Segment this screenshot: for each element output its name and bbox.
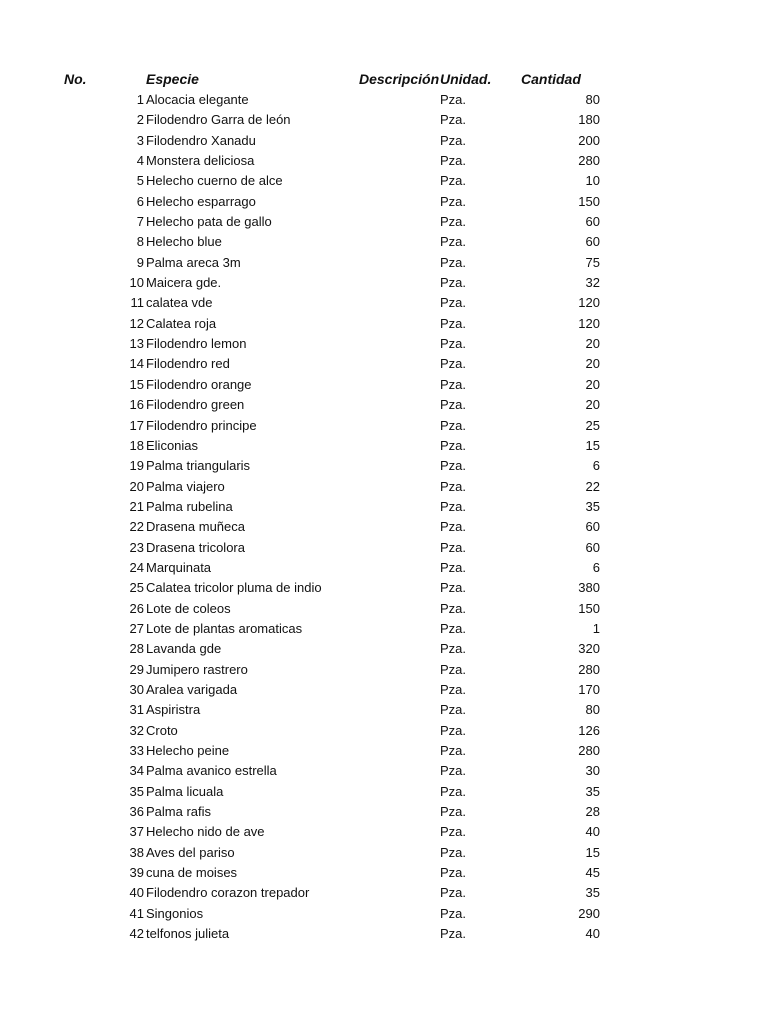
cell-especie: Filodendro Garra de león bbox=[146, 112, 291, 128]
cell-especie: Helecho esparrago bbox=[146, 193, 256, 209]
cell-cantidad: 150 bbox=[578, 600, 600, 616]
table-row bbox=[0, 354, 768, 374]
table-row bbox=[0, 761, 768, 781]
cell-cantidad: 22 bbox=[585, 478, 600, 494]
cell-unidad: Pza. bbox=[440, 315, 467, 331]
table-row bbox=[0, 375, 768, 395]
cell-especie: Palma triangularis bbox=[146, 458, 251, 474]
cell-unidad: Pza. bbox=[440, 824, 467, 840]
cell-cantidad: 170 bbox=[578, 681, 600, 697]
cell-unidad: Pza. bbox=[440, 763, 467, 779]
cell-no: 29 bbox=[129, 661, 144, 677]
cell-unidad: Pza. bbox=[440, 397, 467, 413]
cell-cantidad: 1 bbox=[592, 620, 600, 636]
cell-unidad: Pza. bbox=[440, 132, 467, 148]
cell-no: 35 bbox=[129, 783, 144, 799]
cell-especie: Croto bbox=[146, 722, 178, 738]
cell-no: 32 bbox=[129, 722, 144, 738]
cell-especie: Filodendro principe bbox=[146, 417, 257, 433]
cell-especie: Palma viajero bbox=[146, 478, 225, 494]
table-row bbox=[0, 192, 768, 212]
cell-cantidad: 15 bbox=[585, 844, 600, 860]
cell-cantidad: 35 bbox=[585, 498, 600, 514]
cell-no: 11 bbox=[130, 295, 144, 311]
cell-especie: Marquinata bbox=[146, 559, 212, 575]
cell-cantidad: 80 bbox=[585, 702, 600, 718]
cell-no: 42 bbox=[129, 926, 144, 942]
cell-especie: Palma licuala bbox=[146, 783, 224, 799]
cell-especie: calatea vde bbox=[146, 295, 213, 311]
cell-cantidad: 120 bbox=[578, 295, 600, 311]
table-row bbox=[0, 578, 768, 598]
header-especie: Especie bbox=[146, 71, 199, 87]
cell-no: 27 bbox=[129, 620, 144, 636]
cell-unidad: Pza. bbox=[440, 417, 467, 433]
cell-no: 31 bbox=[129, 702, 144, 718]
cell-no: 4 bbox=[136, 153, 144, 169]
cell-especie: Filodendro orange bbox=[146, 376, 252, 392]
cell-cantidad: 40 bbox=[585, 926, 600, 942]
cell-no: 12 bbox=[129, 315, 144, 331]
cell-cantidad: 150 bbox=[578, 193, 600, 209]
table-row bbox=[0, 822, 768, 842]
cell-especie: Helecho blue bbox=[146, 234, 222, 250]
cell-no: 9 bbox=[136, 254, 144, 270]
cell-especie: Drasena muñeca bbox=[146, 519, 245, 535]
cell-no: 36 bbox=[129, 804, 144, 820]
header-no: No. bbox=[64, 71, 87, 87]
cell-unidad: Pza. bbox=[440, 844, 467, 860]
cell-cantidad: 35 bbox=[585, 885, 600, 901]
cell-no: 25 bbox=[129, 580, 144, 596]
table-row bbox=[0, 314, 768, 334]
cell-unidad: Pza. bbox=[440, 254, 467, 270]
header-descripcion: Descripción bbox=[359, 71, 440, 87]
cell-especie: Aralea varigada bbox=[146, 681, 238, 697]
table-row bbox=[0, 90, 768, 110]
cell-unidad: Pza. bbox=[440, 214, 467, 230]
cell-no: 23 bbox=[129, 539, 144, 555]
cell-no: 21 bbox=[129, 498, 144, 514]
cell-no: 28 bbox=[129, 641, 144, 657]
cell-unidad: Pza. bbox=[440, 804, 467, 820]
cell-unidad: Pza. bbox=[440, 905, 467, 921]
cell-unidad: Pza. bbox=[440, 620, 467, 636]
cell-unidad: Pza. bbox=[440, 681, 467, 697]
cell-especie: Alocacia elegante bbox=[146, 92, 249, 107]
cell-cantidad: 60 bbox=[585, 214, 600, 230]
cell-cantidad: 60 bbox=[585, 234, 600, 250]
cell-especie: Palma avanico estrella bbox=[146, 763, 277, 779]
cell-especie: Palma rubelina bbox=[146, 498, 233, 514]
cell-cantidad: 32 bbox=[585, 275, 600, 291]
cell-unidad: Pza. bbox=[440, 193, 467, 209]
cell-no: 38 bbox=[129, 844, 144, 860]
cell-especie: Lote de coleos bbox=[146, 600, 231, 616]
table-row bbox=[0, 843, 768, 863]
cell-unidad: Pza. bbox=[440, 458, 467, 474]
cell-cantidad: 20 bbox=[585, 356, 600, 372]
cell-cantidad: 45 bbox=[585, 865, 600, 881]
cell-especie: Helecho pata de gallo bbox=[146, 214, 272, 230]
cell-cantidad: 290 bbox=[578, 905, 600, 921]
cell-cantidad: 320 bbox=[578, 641, 600, 657]
cell-unidad: Pza. bbox=[440, 580, 467, 596]
cell-unidad: Pza. bbox=[440, 356, 467, 372]
cell-unidad: Pza. bbox=[440, 173, 467, 189]
table-row bbox=[0, 802, 768, 822]
table-row bbox=[0, 416, 768, 436]
cell-no: 1 bbox=[136, 92, 144, 107]
cell-unidad: Pza. bbox=[440, 376, 467, 392]
cell-unidad: Pza. bbox=[440, 336, 467, 352]
cell-no: 10 bbox=[129, 275, 144, 291]
cell-no: 24 bbox=[129, 559, 144, 575]
table-row bbox=[0, 904, 768, 924]
cell-especie: Helecho nido de ave bbox=[146, 824, 265, 840]
table-row bbox=[0, 660, 768, 680]
cell-especie: Filodendro red bbox=[146, 356, 230, 372]
cell-unidad: Pza. bbox=[440, 275, 467, 291]
cell-no: 13 bbox=[129, 336, 144, 352]
cell-no: 17 bbox=[129, 417, 144, 433]
cell-unidad: Pza. bbox=[440, 519, 467, 535]
table-row bbox=[0, 517, 768, 537]
cell-especie: Singonios bbox=[146, 905, 204, 921]
cell-especie: Palma rafis bbox=[146, 804, 212, 820]
table-row bbox=[0, 110, 768, 130]
cell-no: 2 bbox=[136, 112, 144, 128]
cell-cantidad: 30 bbox=[585, 763, 600, 779]
cell-unidad: Pza. bbox=[440, 559, 467, 575]
cell-unidad: Pza. bbox=[440, 112, 467, 128]
cell-especie: Palma areca 3m bbox=[146, 254, 241, 270]
table-row bbox=[0, 456, 768, 476]
cell-no: 14 bbox=[129, 356, 144, 372]
cell-cantidad: 126 bbox=[578, 722, 600, 738]
cell-especie: Jumipero rastrero bbox=[146, 661, 248, 677]
table-body bbox=[0, 90, 768, 944]
cell-cantidad: 6 bbox=[592, 559, 600, 575]
cell-especie: Calatea roja bbox=[146, 315, 217, 331]
cell-cantidad: 60 bbox=[585, 539, 600, 555]
cell-no: 5 bbox=[136, 173, 144, 189]
table-row bbox=[0, 293, 768, 313]
cell-no: 3 bbox=[136, 132, 144, 148]
cell-especie: Maicera gde. bbox=[146, 275, 222, 291]
table-row bbox=[0, 334, 768, 354]
cell-unidad: Pza. bbox=[440, 865, 467, 881]
cell-especie: Aves del pariso bbox=[146, 844, 235, 860]
cell-especie: Filodendro lemon bbox=[146, 336, 247, 352]
cell-cantidad: 280 bbox=[578, 661, 600, 677]
table-row bbox=[0, 883, 768, 903]
cell-cantidad: 6 bbox=[592, 458, 600, 474]
cell-no: 16 bbox=[129, 397, 144, 413]
cell-especie: Filodendro corazon trepador bbox=[146, 885, 310, 901]
cell-especie: cuna de moises bbox=[146, 865, 238, 881]
cell-cantidad: 60 bbox=[585, 519, 600, 535]
table-row bbox=[0, 538, 768, 558]
cell-unidad: Pza. bbox=[440, 437, 467, 453]
table-row bbox=[0, 639, 768, 659]
cell-unidad: Pza. bbox=[440, 600, 467, 616]
cell-unidad: Pza. bbox=[440, 722, 467, 738]
cell-especie: telfonos julieta bbox=[146, 926, 230, 942]
cell-cantidad: 28 bbox=[585, 804, 600, 820]
table-row bbox=[0, 700, 768, 720]
cell-cantidad: 180 bbox=[578, 112, 600, 128]
cell-no: 41 bbox=[129, 905, 144, 921]
cell-cantidad: 40 bbox=[585, 824, 600, 840]
table-row bbox=[0, 131, 768, 151]
cell-unidad: Pza. bbox=[440, 539, 467, 555]
table-row bbox=[0, 497, 768, 517]
cell-no: 40 bbox=[129, 885, 144, 901]
cell-cantidad: 25 bbox=[585, 417, 600, 433]
cell-no: 15 bbox=[129, 376, 144, 392]
table-row bbox=[0, 273, 768, 293]
cell-no: 22 bbox=[129, 519, 144, 535]
cell-especie: Calatea tricolor pluma de indio bbox=[146, 580, 322, 596]
cell-especie: Lavanda gde bbox=[146, 641, 222, 657]
cell-especie: Eliconias bbox=[146, 437, 199, 453]
cell-no: 26 bbox=[129, 600, 144, 616]
table-row bbox=[0, 253, 768, 273]
cell-especie: Helecho cuerno de alce bbox=[146, 173, 283, 189]
cell-unidad: Pza. bbox=[440, 234, 467, 250]
cell-unidad: Pza. bbox=[440, 743, 467, 758]
cell-cantidad: 120 bbox=[578, 315, 600, 331]
cell-cantidad: 20 bbox=[585, 397, 600, 413]
cell-cantidad: 10 bbox=[585, 173, 600, 189]
cell-cantidad: 200 bbox=[578, 132, 600, 148]
cell-unidad: Pza. bbox=[440, 153, 467, 169]
table-row bbox=[0, 171, 768, 191]
table-row bbox=[0, 232, 768, 252]
table-row bbox=[0, 680, 768, 700]
cell-no: 33 bbox=[129, 743, 144, 758]
cell-unidad: Pza. bbox=[440, 783, 467, 799]
cell-unidad: Pza. bbox=[440, 641, 467, 657]
cell-especie: Drasena tricolora bbox=[146, 539, 245, 555]
cell-no: 18 bbox=[129, 437, 144, 453]
cell-no: 39 bbox=[129, 865, 144, 881]
cell-no: 7 bbox=[136, 214, 144, 230]
cell-cantidad: 380 bbox=[578, 580, 600, 596]
cell-unidad: Pza. bbox=[440, 498, 467, 514]
cell-unidad: Pza. bbox=[440, 478, 467, 494]
cell-especie: Filodendro Xanadu bbox=[146, 132, 256, 148]
table-row bbox=[0, 782, 768, 802]
cell-no: 37 bbox=[129, 824, 144, 840]
cell-cantidad: 20 bbox=[585, 336, 600, 352]
table-row bbox=[0, 721, 768, 741]
cell-no: 8 bbox=[136, 234, 144, 250]
cell-unidad: Pza. bbox=[440, 92, 467, 107]
cell-unidad: Pza. bbox=[440, 295, 467, 311]
cell-unidad: Pza. bbox=[440, 702, 467, 718]
table-row bbox=[0, 741, 768, 761]
cell-cantidad: 280 bbox=[578, 153, 600, 169]
cell-unidad: Pza. bbox=[440, 926, 467, 942]
cell-especie: Monstera deliciosa bbox=[146, 153, 255, 169]
cell-no: 30 bbox=[129, 681, 144, 697]
cell-cantidad: 75 bbox=[585, 254, 600, 270]
cell-no: 19 bbox=[129, 458, 144, 474]
table-row bbox=[0, 558, 768, 578]
cell-especie: Lote de plantas aromaticas bbox=[146, 620, 303, 636]
cell-especie: Helecho peine bbox=[146, 743, 230, 758]
cell-no: 20 bbox=[129, 478, 144, 494]
header-unidad: Unidad. bbox=[440, 71, 492, 87]
cell-unidad: Pza. bbox=[440, 661, 467, 677]
cell-cantidad: 15 bbox=[585, 437, 600, 453]
cell-cantidad: 80 bbox=[585, 92, 600, 107]
table-row bbox=[0, 395, 768, 415]
table-row bbox=[0, 151, 768, 171]
table-row bbox=[0, 477, 768, 497]
table-row bbox=[0, 436, 768, 456]
table-row bbox=[0, 924, 768, 944]
table-row bbox=[0, 212, 768, 232]
cell-cantidad: 20 bbox=[585, 376, 600, 392]
table-row bbox=[0, 863, 768, 883]
cell-cantidad: 280 bbox=[578, 743, 600, 758]
header-cantidad: Cantidad bbox=[521, 71, 581, 87]
cell-no: 6 bbox=[136, 193, 144, 209]
cell-cantidad: 35 bbox=[585, 783, 600, 799]
table-row bbox=[0, 599, 768, 619]
cell-especie: Aspiristra bbox=[146, 702, 201, 718]
table-row bbox=[0, 619, 768, 639]
cell-especie: Filodendro green bbox=[146, 397, 245, 413]
cell-unidad: Pza. bbox=[440, 885, 467, 901]
cell-no: 34 bbox=[129, 763, 144, 779]
